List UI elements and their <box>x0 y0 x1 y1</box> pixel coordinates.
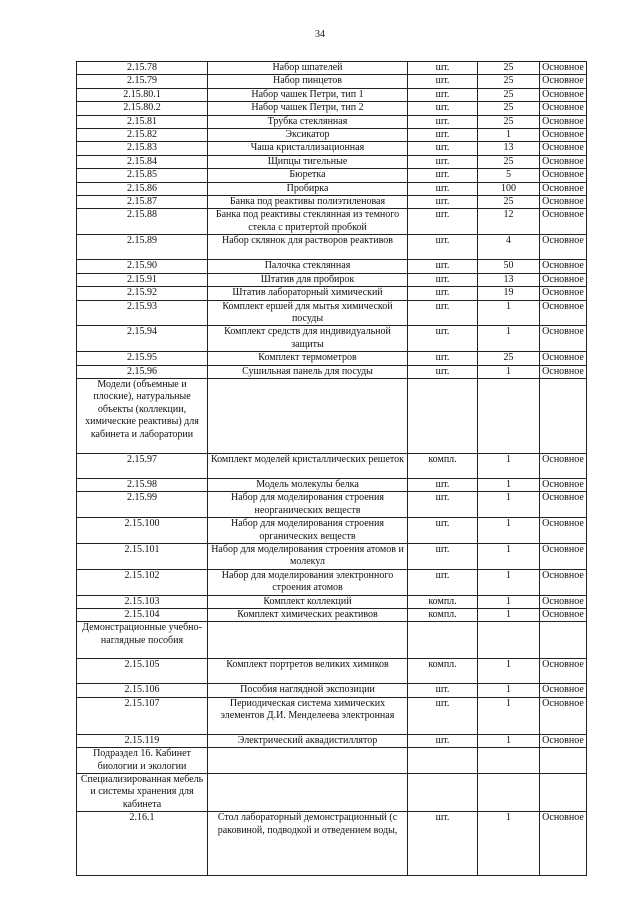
item-unit: шт. <box>408 734 478 747</box>
item-code: 2.15.89 <box>77 235 208 260</box>
item-code: 2.15.91 <box>77 273 208 286</box>
table-row <box>77 142 587 155</box>
item-unit: компл. <box>408 659 478 684</box>
item-category: Основное <box>540 287 587 300</box>
section-row <box>77 378 587 453</box>
item-category: Основное <box>540 115 587 128</box>
item-quantity <box>478 748 540 774</box>
item-category: Основное <box>540 492 587 518</box>
item-category: Основное <box>540 352 587 365</box>
item-quantity: 25 <box>478 155 540 168</box>
table-row <box>77 734 587 747</box>
item-name: Набор чашек Петри, тип 2 <box>208 102 408 115</box>
item-unit: шт. <box>408 697 478 734</box>
item-category: Основное <box>540 102 587 115</box>
item-code: Специализированная мебель и системы хранения для кабинета <box>77 774 208 812</box>
item-quantity: 1 <box>478 684 540 697</box>
item-category: Основное <box>540 169 587 182</box>
table-row <box>77 478 587 491</box>
table-row <box>77 115 587 128</box>
item-quantity: 1 <box>478 734 540 747</box>
item-category: Основное <box>540 129 587 142</box>
item-unit: шт. <box>408 492 478 518</box>
table-row <box>77 569 587 595</box>
item-quantity: 13 <box>478 273 540 286</box>
item-name: Щипцы тигельные <box>208 155 408 168</box>
item-code: 2.15.97 <box>77 453 208 478</box>
item-quantity: 25 <box>478 62 540 75</box>
item-quantity: 50 <box>478 260 540 273</box>
item-quantity: 1 <box>478 659 540 684</box>
table-row <box>77 518 587 544</box>
item-category: Основное <box>540 609 587 622</box>
item-code: 2.15.94 <box>77 326 208 352</box>
item-name: Комплект средств для индивидуальной защиты <box>208 326 408 352</box>
item-category: Основное <box>540 326 587 352</box>
item-name: Сушильная панель для посуды <box>208 365 408 378</box>
item-category: Основное <box>540 142 587 155</box>
item-quantity: 25 <box>478 88 540 101</box>
item-unit: шт. <box>408 300 478 326</box>
item-unit: шт. <box>408 260 478 273</box>
item-unit: шт. <box>408 365 478 378</box>
item-unit: шт. <box>408 129 478 142</box>
table-row <box>77 609 587 622</box>
item-name: Набор шпателей <box>208 62 408 75</box>
item-unit: шт. <box>408 115 478 128</box>
item-code: 2.15.107 <box>77 697 208 734</box>
table-row <box>77 659 587 684</box>
item-code: 2.15.86 <box>77 182 208 195</box>
item-category <box>540 748 587 774</box>
table-row <box>77 453 587 478</box>
item-unit: шт. <box>408 196 478 209</box>
item-quantity: 1 <box>478 812 540 876</box>
section-row <box>77 748 587 774</box>
item-name: Комплект химических реактивов <box>208 609 408 622</box>
item-unit: шт. <box>408 812 478 876</box>
item-name: Комплект портретов великих химиков <box>208 659 408 684</box>
item-quantity <box>478 774 540 812</box>
item-category: Основное <box>540 812 587 876</box>
item-quantity: 100 <box>478 182 540 195</box>
item-category: Основное <box>540 260 587 273</box>
table-row <box>77 182 587 195</box>
item-quantity: 1 <box>478 300 540 326</box>
item-category: Основное <box>540 478 587 491</box>
item-quantity: 25 <box>478 196 540 209</box>
item-name: Эксикатор <box>208 129 408 142</box>
item-code: Подраздел 16. Кабинет биологии и экологии <box>77 748 208 774</box>
item-code: 2.15.80.1 <box>77 88 208 101</box>
item-unit: шт. <box>408 543 478 569</box>
item-unit <box>408 774 478 812</box>
item-unit: компл. <box>408 609 478 622</box>
table-row <box>77 697 587 734</box>
table-row <box>77 169 587 182</box>
item-quantity: 19 <box>478 287 540 300</box>
item-category: Основное <box>540 659 587 684</box>
item-name: Трубка стеклянная <box>208 115 408 128</box>
item-code: 2.15.104 <box>77 609 208 622</box>
item-unit: шт. <box>408 287 478 300</box>
item-name: Комплект термометров <box>208 352 408 365</box>
table-row <box>77 273 587 286</box>
table-row <box>77 684 587 697</box>
item-name: Комплект ершей для мытья химической посуды <box>208 300 408 326</box>
item-code: 2.15.83 <box>77 142 208 155</box>
table-row <box>77 209 587 235</box>
table-row <box>77 260 587 273</box>
item-unit: шт. <box>408 209 478 235</box>
item-quantity: 25 <box>478 75 540 88</box>
item-quantity: 1 <box>478 326 540 352</box>
item-code: 2.15.119 <box>77 734 208 747</box>
item-unit: шт. <box>408 142 478 155</box>
item-quantity <box>478 378 540 453</box>
item-code: 2.15.92 <box>77 287 208 300</box>
item-name: Набор пинцетов <box>208 75 408 88</box>
item-code: 2.15.79 <box>77 75 208 88</box>
item-code: 2.15.95 <box>77 352 208 365</box>
item-unit: шт. <box>408 569 478 595</box>
item-unit: шт. <box>408 155 478 168</box>
item-category: Основное <box>540 697 587 734</box>
table-row <box>77 326 587 352</box>
item-name: Банка под реактивы полиэтиленовая <box>208 196 408 209</box>
table-row <box>77 287 587 300</box>
item-code: 2.15.101 <box>77 543 208 569</box>
item-name: Комплект моделей кристаллических решеток <box>208 453 408 478</box>
item-quantity: 1 <box>478 595 540 608</box>
item-name: Стол лабораторный демонстрационный (с раковиной, подводкой и отведением воды, <box>208 812 408 876</box>
item-code: 2.15.80.2 <box>77 102 208 115</box>
item-quantity: 25 <box>478 352 540 365</box>
table-row <box>77 492 587 518</box>
item-unit: шт. <box>408 352 478 365</box>
table-row <box>77 102 587 115</box>
item-code: 2.15.82 <box>77 129 208 142</box>
item-code: 2.15.90 <box>77 260 208 273</box>
section-row <box>77 774 587 812</box>
item-category: Основное <box>540 88 587 101</box>
item-name: Штатив лабораторный химический <box>208 287 408 300</box>
item-category: Основное <box>540 182 587 195</box>
item-unit: шт. <box>408 326 478 352</box>
item-name: Модель молекулы белка <box>208 478 408 491</box>
item-name <box>208 748 408 774</box>
item-quantity: 12 <box>478 209 540 235</box>
item-quantity: 5 <box>478 169 540 182</box>
item-category <box>540 622 587 659</box>
item-name: Набор для моделирования электронного строения атомов <box>208 569 408 595</box>
section-row <box>77 622 587 659</box>
item-unit: шт. <box>408 684 478 697</box>
item-unit: шт. <box>408 235 478 260</box>
item-unit: шт. <box>408 75 478 88</box>
equipment-table <box>76 61 587 876</box>
item-code: 2.16.1 <box>77 812 208 876</box>
item-category: Основное <box>540 75 587 88</box>
item-category: Основное <box>540 365 587 378</box>
table-row <box>77 75 587 88</box>
item-quantity: 25 <box>478 115 540 128</box>
item-code: Модели (объемные и плоские), натуральные объекты (коллекции, химические реактивы) для кабинета и лаборатории <box>77 378 208 453</box>
item-name <box>208 378 408 453</box>
table-row <box>77 88 587 101</box>
item-code: 2.15.98 <box>77 478 208 491</box>
table-row <box>77 196 587 209</box>
item-name: Набор для моделирования строения органических веществ <box>208 518 408 544</box>
table-row <box>77 129 587 142</box>
item-category: Основное <box>540 155 587 168</box>
item-code: 2.15.87 <box>77 196 208 209</box>
table-row <box>77 812 587 876</box>
item-code: 2.15.100 <box>77 518 208 544</box>
item-name: Штатив для пробирок <box>208 273 408 286</box>
item-unit: шт. <box>408 518 478 544</box>
item-name: Палочка стеклянная <box>208 260 408 273</box>
table-row <box>77 352 587 365</box>
item-quantity: 1 <box>478 543 540 569</box>
item-category: Основное <box>540 453 587 478</box>
item-unit: шт. <box>408 273 478 286</box>
item-unit: компл. <box>408 595 478 608</box>
item-category: Основное <box>540 209 587 235</box>
item-name: Набор чашек Петри, тип 1 <box>208 88 408 101</box>
item-category: Основное <box>540 196 587 209</box>
item-category: Основное <box>540 62 587 75</box>
item-unit <box>408 622 478 659</box>
item-code: 2.15.93 <box>77 300 208 326</box>
item-unit: компл. <box>408 453 478 478</box>
item-quantity: 25 <box>478 102 540 115</box>
item-name: Периодическая система химических элементов Д.И. Менделеева электронная <box>208 697 408 734</box>
item-unit <box>408 378 478 453</box>
item-category: Основное <box>540 235 587 260</box>
item-code: 2.15.81 <box>77 115 208 128</box>
item-category <box>540 774 587 812</box>
table-row <box>77 62 587 75</box>
item-quantity: 1 <box>478 569 540 595</box>
table-row <box>77 365 587 378</box>
item-unit: шт. <box>408 102 478 115</box>
item-category: Основное <box>540 273 587 286</box>
item-quantity: 1 <box>478 518 540 544</box>
item-category: Основное <box>540 300 587 326</box>
item-code: 2.15.105 <box>77 659 208 684</box>
item-quantity: 4 <box>478 235 540 260</box>
item-quantity: 1 <box>478 478 540 491</box>
item-quantity: 1 <box>478 129 540 142</box>
item-name <box>208 774 408 812</box>
table-row <box>77 155 587 168</box>
item-code: 2.15.85 <box>77 169 208 182</box>
item-name: Набор склянок для растворов реактивов <box>208 235 408 260</box>
item-category: Основное <box>540 518 587 544</box>
item-unit: шт. <box>408 182 478 195</box>
item-name: Электрический аквадистиллятор <box>208 734 408 747</box>
item-quantity: 1 <box>478 365 540 378</box>
item-name: Набор для моделирования строения атомов и молекул <box>208 543 408 569</box>
item-code: 2.15.96 <box>77 365 208 378</box>
item-code: 2.15.103 <box>77 595 208 608</box>
item-category <box>540 378 587 453</box>
item-quantity: 13 <box>478 142 540 155</box>
item-code: 2.15.106 <box>77 684 208 697</box>
item-name: Комплект коллекций <box>208 595 408 608</box>
item-quantity: 1 <box>478 492 540 518</box>
item-name: Набор для моделирования строения неорганических веществ <box>208 492 408 518</box>
item-category: Основное <box>540 734 587 747</box>
table-row <box>77 543 587 569</box>
item-name <box>208 622 408 659</box>
item-unit: шт. <box>408 169 478 182</box>
item-code: 2.15.102 <box>77 569 208 595</box>
item-quantity: 1 <box>478 609 540 622</box>
item-name: Бюретка <box>208 169 408 182</box>
item-code: 2.15.99 <box>77 492 208 518</box>
item-quantity <box>478 622 540 659</box>
item-category: Основное <box>540 569 587 595</box>
item-code: 2.15.84 <box>77 155 208 168</box>
item-category: Основное <box>540 543 587 569</box>
item-quantity: 1 <box>478 697 540 734</box>
item-code: 2.15.78 <box>77 62 208 75</box>
page-number: 34 <box>315 29 325 40</box>
item-unit <box>408 748 478 774</box>
item-unit: шт. <box>408 88 478 101</box>
item-category: Основное <box>540 595 587 608</box>
item-unit: шт. <box>408 478 478 491</box>
item-name: Банка под реактивы стеклянная из темного стекла с притертой пробкой <box>208 209 408 235</box>
item-quantity: 1 <box>478 453 540 478</box>
table-row <box>77 595 587 608</box>
item-name: Пробирка <box>208 182 408 195</box>
item-code: 2.15.88 <box>77 209 208 235</box>
table-row <box>77 300 587 326</box>
item-code: Демонстрационные учебно-наглядные пособия <box>77 622 208 659</box>
table-row <box>77 235 587 260</box>
item-name: Чаша кристаллизационная <box>208 142 408 155</box>
item-unit: шт. <box>408 62 478 75</box>
item-category: Основное <box>540 684 587 697</box>
item-name: Пособия наглядной экспозиции <box>208 684 408 697</box>
